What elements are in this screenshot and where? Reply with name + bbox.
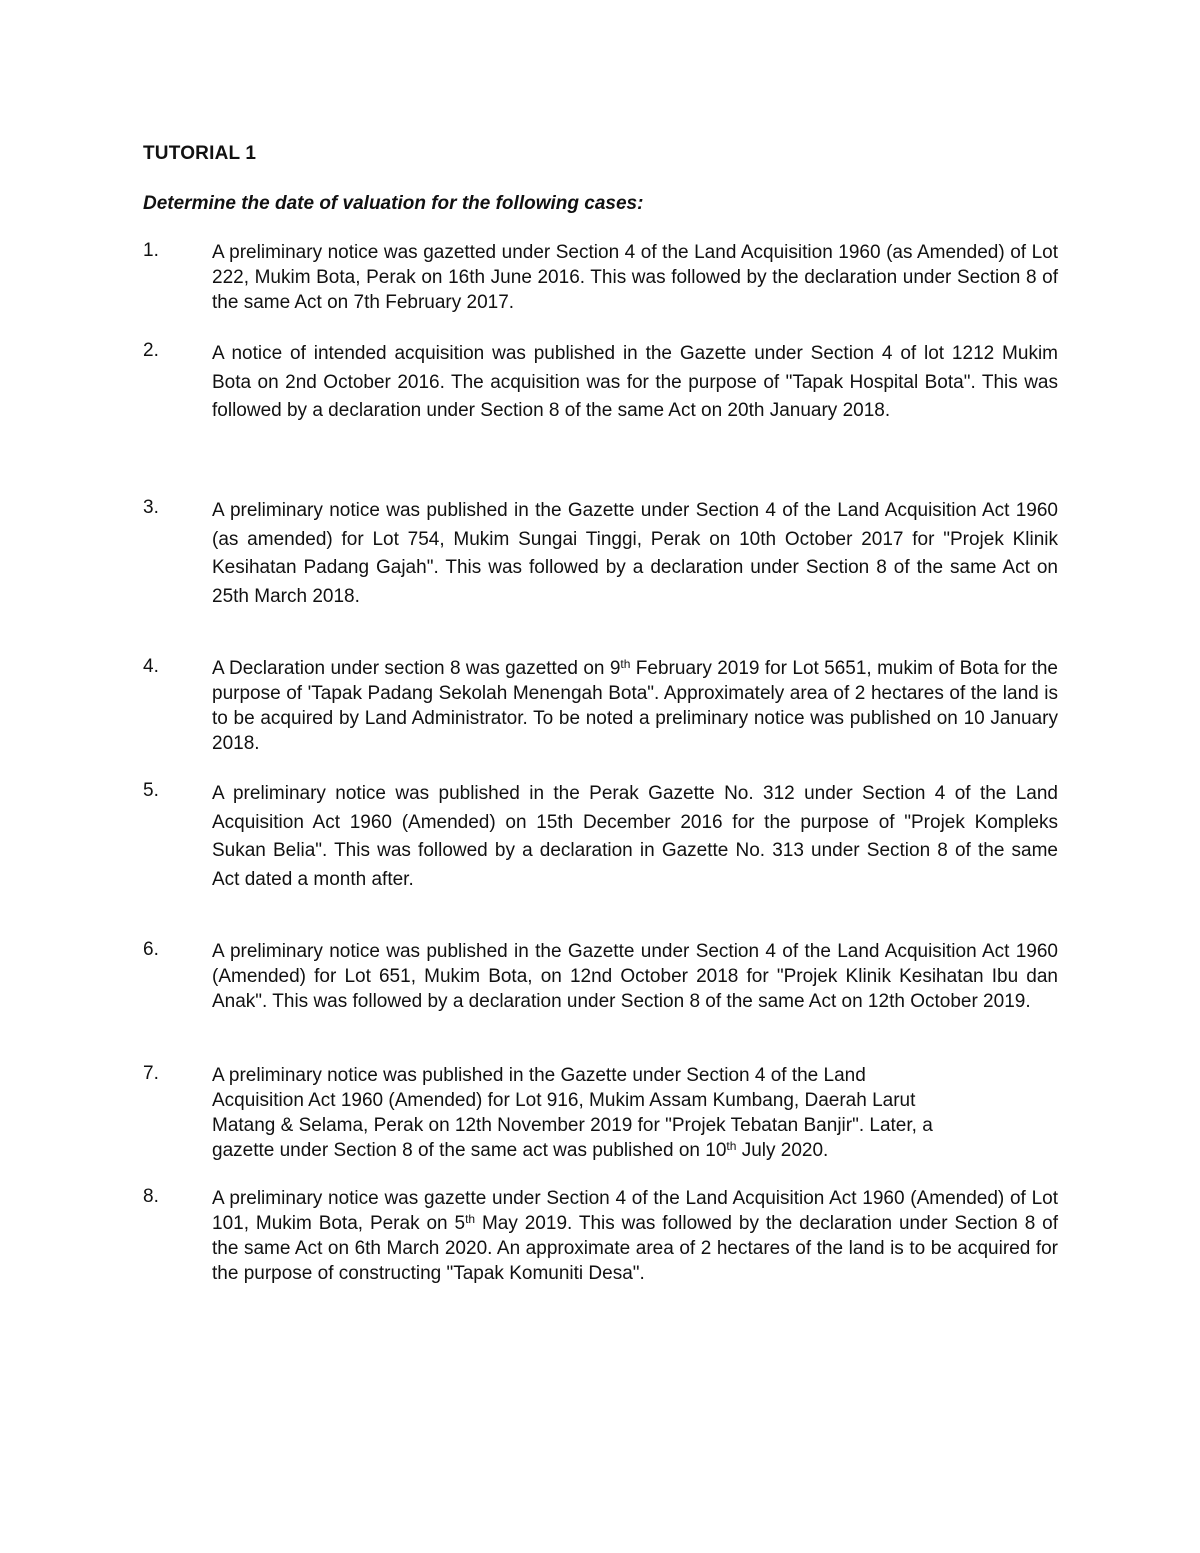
- item-number: 4.: [143, 656, 159, 677]
- page-title: TUTORIAL 1: [143, 143, 257, 164]
- list-item: [143, 497, 1058, 611]
- item-number: 8.: [143, 1186, 159, 1207]
- superscript: th: [726, 1139, 737, 1153]
- item-number: 5.: [143, 780, 159, 801]
- list-item: [143, 1063, 1058, 1163]
- superscript: th: [465, 1212, 476, 1226]
- instruction: Determine the date of valuation for the following cases:: [143, 193, 644, 214]
- list-item: [143, 656, 1058, 756]
- item-text: A preliminary notice was published in the Gazette under Section 4 of the Land Acquisition Act 1960 (Amended) for Lot 651, Mukim Bota, on 12nd October 2018 for "Projek Klinik Kesihatan Ibu dan Anak". This was followed by a declaration under Section 8 of the same Act on 12th October 2019.: [212, 941, 1058, 1012]
- list-item: [143, 240, 1058, 315]
- item-text: A Declaration under section 8 was gazetted on 9th February 2019 for Lot 5651, mukim of Bota for the purpose of 'Tapak Padang Sekolah Menengah Bota". Approximately area of 2 hectares of the land is to be acquired by Land Administrator. To be noted a preliminary notice was published on 10 January 2018.: [212, 657, 1058, 754]
- item-number: 3.: [143, 497, 159, 518]
- list-item: [143, 340, 1058, 426]
- item-number: 7.: [143, 1063, 159, 1084]
- item-text: A notice of intended acquisition was published in the Gazette under Section 4 of lot 1212 Mukim Bota on 2nd October 2016. The acquisition was for the purpose of "Tapak Hospital Bota". This was followed by a declaration under Section 8 of the same Act on 20th January 2018.: [212, 343, 1058, 421]
- list-item: [143, 939, 1058, 1014]
- item-text: A preliminary notice was published in the Gazette under Section 4 of the Land Acquisition Act 1960 (as amended) for Lot 754, Mukim Sungai Tinggi, Perak on 10th October 2017 for "Projek Klinik Kesihatan Padang Gajah". This was followed by a declaration under Section 8 of the same Act on 25th March 2018.: [212, 500, 1058, 607]
- item-text: A preliminary notice was published in the Perak Gazette No. 312 under Section 4 of the Land Acquisition Act 1960 (Amended) on 15th December 2016 for the purpose of "Projek Kompleks Sukan Belia". This was followed by a declaration in Gazette No. 313 under Section 8 of the same Act dated a month after.: [212, 783, 1058, 890]
- list-item: [143, 780, 1058, 894]
- item-text: A preliminary notice was gazette under Section 4 of the Land Acquisition Act 1960 (Amended) of Lot 101, Mukim Bota, Perak on 5th May 2019. This was followed by the declaration under Section 8 of the same Act on 6th March 2020. An approximate area of 2 hectares of the land is to be acquired for the purpose of constructing "Tapak Komuniti Desa".: [212, 1188, 1059, 1284]
- superscript: th: [620, 657, 631, 671]
- item-text: A preliminary notice was published in the Gazette under Section 4 of the Land Acquisition Act 1960 (Amended) for Lot 916, Mukim Assam Kumbang, Daerah Larut Matang & Selama, Perak on 12th November 2019 for "Projek Tebatan Banjir". Later, a gazette under Section 8 of the same act was published on 10th July 2020.: [212, 1065, 933, 1161]
- item-number: 6.: [143, 939, 159, 960]
- list-item: [143, 1186, 1058, 1286]
- item-number: 1.: [143, 240, 159, 261]
- item-number: 2.: [143, 340, 159, 361]
- item-text: A preliminary notice was gazetted under Section 4 of the Land Acquisition 1960 (as Amended) of Lot 222, Mukim Bota, Perak on 16th June 2016. This was followed by the declaration under Section 8 of the same Act on 7th February 2017.: [212, 242, 1058, 313]
